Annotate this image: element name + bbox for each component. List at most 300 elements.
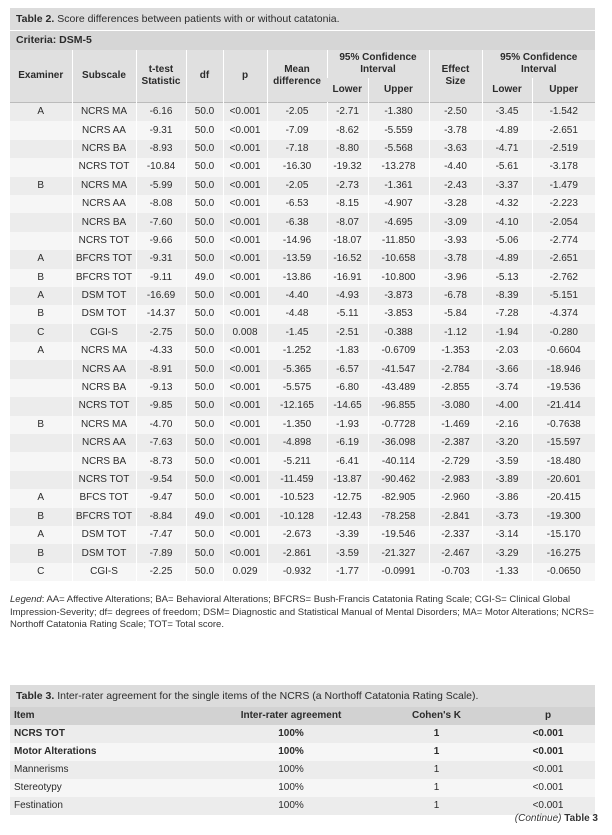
cell-df: 50.0 (186, 177, 223, 195)
cell-p: <0.001 (223, 489, 267, 507)
cell-examiner (10, 140, 72, 158)
cell-upper-1: -19.546 (368, 526, 429, 544)
col-p: p (223, 50, 267, 103)
cell-lower-1: -16.52 (327, 250, 368, 268)
col-ci-2: 95% Confidence Interval (482, 50, 595, 78)
col-p-value: p (501, 707, 595, 725)
cell-lower-2: -3.73 (482, 508, 532, 526)
table-row (10, 725, 595, 743)
cell-df: 50.0 (186, 526, 223, 544)
cell-item: Stereotypy (10, 779, 210, 797)
cell-examiner (10, 360, 72, 378)
cell-lower-2: -3.74 (482, 379, 532, 397)
cell-ttest: -16.69 (136, 287, 186, 305)
cell-df: 50.0 (186, 305, 223, 323)
cell-upper-1: -4.907 (368, 195, 429, 213)
cell-lower-1: -8.80 (327, 140, 368, 158)
cell-examiner: B (10, 269, 72, 287)
cell-df: 50.0 (186, 471, 223, 489)
cell-lower-1: -12.75 (327, 489, 368, 507)
cell-upper-1: -5.568 (368, 140, 429, 158)
cell-agreement: 100% (210, 779, 372, 797)
cell-effect-size: -6.78 (429, 287, 482, 305)
table-row (10, 305, 595, 323)
table-row (10, 195, 595, 213)
cell-effect-size: -3.28 (429, 195, 482, 213)
cell-examiner: C (10, 563, 72, 581)
cell-upper-1: -78.258 (368, 508, 429, 526)
cell-lower-2: -4.89 (482, 250, 532, 268)
cell-lower-1: -8.07 (327, 213, 368, 231)
cell-df: 50.0 (186, 434, 223, 452)
cell-subscale: NCRS MA (72, 416, 136, 434)
cell-df: 50.0 (186, 140, 223, 158)
cell-effect-size: -1.12 (429, 324, 482, 342)
cell-upper-1: -3.873 (368, 287, 429, 305)
cell-examiner (10, 471, 72, 489)
cell-lower-1: -6.19 (327, 434, 368, 452)
col-mean-difference: Mean difference (267, 50, 327, 103)
cell-p: 0.008 (223, 324, 267, 342)
table-row (10, 324, 595, 342)
cell-agreement: 100% (210, 743, 372, 761)
cell-subscale: DSM TOT (72, 526, 136, 544)
cell-upper-2: -1.542 (532, 103, 595, 122)
cell-effect-size: -2.387 (429, 434, 482, 452)
cell-lower-1: -3.59 (327, 544, 368, 562)
cell-upper-2: -19.536 (532, 379, 595, 397)
cell-mean-difference: -12.165 (267, 397, 327, 415)
cell-lower-1: -1.93 (327, 416, 368, 434)
cell-upper-1: -0.0991 (368, 563, 429, 581)
cell-p: <0.001 (501, 743, 595, 761)
cell-df: 50.0 (186, 324, 223, 342)
cell-subscale: DSM TOT (72, 305, 136, 323)
cell-ttest: -9.47 (136, 489, 186, 507)
cell-mean-difference: -7.09 (267, 121, 327, 139)
cell-df: 50.0 (186, 121, 223, 139)
cell-examiner (10, 452, 72, 470)
cell-examiner: B (10, 544, 72, 562)
cell-p: <0.001 (223, 434, 267, 452)
cell-mean-difference: -5.575 (267, 379, 327, 397)
table-row (10, 342, 595, 360)
cell-ttest: -9.11 (136, 269, 186, 287)
cell-p: <0.001 (223, 140, 267, 158)
cell-p: <0.001 (223, 103, 267, 122)
cell-ttest: -14.37 (136, 305, 186, 323)
cell-upper-1: -90.462 (368, 471, 429, 489)
cell-lower-2: -1.33 (482, 563, 532, 581)
cell-upper-2: -4.374 (532, 305, 595, 323)
cell-lower-2: -1.94 (482, 324, 532, 342)
cell-lower-2: -3.14 (482, 526, 532, 544)
cell-upper-2: -2.762 (532, 269, 595, 287)
cell-ttest: -9.54 (136, 471, 186, 489)
table-row (10, 743, 595, 761)
cell-lower-2: -4.71 (482, 140, 532, 158)
cell-subscale: CGI-S (72, 563, 136, 581)
cell-p: <0.001 (223, 416, 267, 434)
cell-lower-1: -13.87 (327, 471, 368, 489)
cell-examiner (10, 232, 72, 250)
cell-p: <0.001 (223, 232, 267, 250)
cell-lower-1: -1.83 (327, 342, 368, 360)
cell-upper-1: -11.850 (368, 232, 429, 250)
cell-mean-difference: -4.48 (267, 305, 327, 323)
table-row (10, 526, 595, 544)
cell-df: 50.0 (186, 195, 223, 213)
cell-lower-2: -3.89 (482, 471, 532, 489)
cell-lower-1: -6.80 (327, 379, 368, 397)
cell-mean-difference: -1.350 (267, 416, 327, 434)
cell-subscale: BFCRS TOT (72, 269, 136, 287)
cell-mean-difference: -6.53 (267, 195, 327, 213)
cell-p: <0.001 (223, 452, 267, 470)
cell-subscale: NCRS TOT (72, 158, 136, 176)
cell-item: NCRS TOT (10, 725, 210, 743)
cell-upper-2: -19.300 (532, 508, 595, 526)
cell-lower-1: -4.93 (327, 287, 368, 305)
cell-p: <0.001 (501, 725, 595, 743)
cell-upper-1: -36.098 (368, 434, 429, 452)
col-effect-size: Effect Size (429, 50, 482, 103)
cell-upper-2: -20.415 (532, 489, 595, 507)
cell-p: <0.001 (223, 177, 267, 195)
col-kappa: Cohen's K (372, 707, 501, 725)
cell-lower-2: -3.29 (482, 544, 532, 562)
cell-effect-size: -3.09 (429, 213, 482, 231)
table-row (10, 544, 595, 562)
cell-mean-difference: -5.211 (267, 452, 327, 470)
cell-lower-2: -4.89 (482, 121, 532, 139)
cell-upper-2: -0.0650 (532, 563, 595, 581)
table-row (10, 452, 595, 470)
cell-lower-2: -4.10 (482, 213, 532, 231)
cell-upper-2: -18.480 (532, 452, 595, 470)
cell-upper-1: -3.853 (368, 305, 429, 323)
cell-effect-size: -2.960 (429, 489, 482, 507)
cell-lower-1: -16.91 (327, 269, 368, 287)
cell-lower-2: -2.03 (482, 342, 532, 360)
col-lower-1: Lower (327, 78, 368, 103)
cell-kappa: 1 (372, 743, 501, 761)
cell-upper-1: -0.6709 (368, 342, 429, 360)
table-row (10, 563, 595, 581)
cell-df: 50.0 (186, 489, 223, 507)
cell-df: 49.0 (186, 269, 223, 287)
cell-lower-1: -14.65 (327, 397, 368, 415)
cell-df: 50.0 (186, 563, 223, 581)
cell-upper-2: -2.054 (532, 213, 595, 231)
table-row (10, 250, 595, 268)
cell-effect-size: -3.63 (429, 140, 482, 158)
cell-mean-difference: -7.18 (267, 140, 327, 158)
cell-upper-1: -5.559 (368, 121, 429, 139)
cell-effect-size: -2.729 (429, 452, 482, 470)
cell-effect-size: -3.78 (429, 121, 482, 139)
table-row (10, 489, 595, 507)
cell-upper-2: -2.519 (532, 140, 595, 158)
cell-lower-2: -3.45 (482, 103, 532, 122)
cell-p: <0.001 (223, 342, 267, 360)
cell-examiner: A (10, 287, 72, 305)
table-3-caption: Table 3. Inter-rater agreement for the single items of the NCRS (a Northoff Catatonia Rating Scale). (10, 685, 595, 707)
col-item: Item (10, 707, 210, 725)
col-df: df (186, 50, 223, 103)
cell-effect-size: -3.96 (429, 269, 482, 287)
cell-ttest: -7.89 (136, 544, 186, 562)
cell-effect-size: -4.40 (429, 158, 482, 176)
cell-lower-1: -6.41 (327, 452, 368, 470)
cell-upper-2: -0.7638 (532, 416, 595, 434)
cell-lower-2: -7.28 (482, 305, 532, 323)
cell-kappa: 1 (372, 779, 501, 797)
cell-subscale: NCRS MA (72, 342, 136, 360)
table-row (10, 269, 595, 287)
cell-examiner: C (10, 324, 72, 342)
cell-effect-size: -2.50 (429, 103, 482, 122)
table-row (10, 508, 595, 526)
cell-effect-size: -3.080 (429, 397, 482, 415)
cell-examiner: B (10, 177, 72, 195)
cell-p: 0.029 (223, 563, 267, 581)
cell-lower-2: -4.32 (482, 195, 532, 213)
cell-upper-2: -1.479 (532, 177, 595, 195)
table-row (10, 471, 595, 489)
cell-effect-size: -5.84 (429, 305, 482, 323)
cell-df: 50.0 (186, 213, 223, 231)
cell-p: <0.001 (223, 471, 267, 489)
cell-upper-1: -13.278 (368, 158, 429, 176)
cell-subscale: NCRS BA (72, 140, 136, 158)
cell-upper-2: -16.275 (532, 544, 595, 562)
cell-subscale: NCRS AA (72, 121, 136, 139)
cell-df: 50.0 (186, 452, 223, 470)
cell-lower-1: -8.15 (327, 195, 368, 213)
table-2-caption: Table 2. Score differences between patients with or without catatonia. (10, 8, 595, 30)
cell-item: Festination (10, 797, 210, 815)
cell-lower-1: -18.07 (327, 232, 368, 250)
cell-ttest: -7.47 (136, 526, 186, 544)
table-row (10, 121, 595, 139)
cell-agreement: 100% (210, 761, 372, 779)
cell-subscale: NCRS BA (72, 452, 136, 470)
cell-mean-difference: -13.86 (267, 269, 327, 287)
cell-agreement: 100% (210, 797, 372, 815)
cell-examiner (10, 397, 72, 415)
cell-ttest: -9.31 (136, 121, 186, 139)
cell-examiner: A (10, 342, 72, 360)
cell-effect-size: -3.78 (429, 250, 482, 268)
cell-mean-difference: -2.05 (267, 177, 327, 195)
cell-kappa: 1 (372, 725, 501, 743)
cell-ttest: -8.93 (136, 140, 186, 158)
cell-lower-1: -19.32 (327, 158, 368, 176)
table-row (10, 213, 595, 231)
cell-subscale: NCRS BA (72, 213, 136, 231)
col-ci-1: 95% Confidence Interval (327, 50, 429, 78)
cell-df: 50.0 (186, 232, 223, 250)
cell-lower-2: -5.61 (482, 158, 532, 176)
cell-p: <0.001 (223, 213, 267, 231)
col-ttest: t-test Statistic (136, 50, 186, 103)
cell-p: <0.001 (223, 544, 267, 562)
cell-mean-difference: -14.96 (267, 232, 327, 250)
cell-ttest: -9.13 (136, 379, 186, 397)
cell-upper-1: -96.855 (368, 397, 429, 415)
cell-effect-size: -2.784 (429, 360, 482, 378)
table-row (10, 434, 595, 452)
cell-examiner: B (10, 416, 72, 434)
table-row (10, 140, 595, 158)
score-differences-table (10, 50, 595, 581)
table-row (10, 779, 595, 797)
cell-upper-2: -3.178 (532, 158, 595, 176)
cell-mean-difference: -5.365 (267, 360, 327, 378)
cell-item: Mannerisms (10, 761, 210, 779)
cell-effect-size: -2.841 (429, 508, 482, 526)
cell-ttest: -5.99 (136, 177, 186, 195)
cell-mean-difference: -10.523 (267, 489, 327, 507)
cell-examiner (10, 158, 72, 176)
cell-df: 50.0 (186, 379, 223, 397)
cell-lower-2: -3.37 (482, 177, 532, 195)
cell-mean-difference: -2.05 (267, 103, 327, 122)
cell-mean-difference: -2.673 (267, 526, 327, 544)
cell-p: <0.001 (501, 797, 595, 815)
cell-effect-size: -2.855 (429, 379, 482, 397)
cell-upper-1: -10.658 (368, 250, 429, 268)
cell-lower-2: -5.13 (482, 269, 532, 287)
cell-mean-difference: -1.45 (267, 324, 327, 342)
cell-upper-1: -41.547 (368, 360, 429, 378)
cell-ttest: -9.66 (136, 232, 186, 250)
cell-subscale: NCRS MA (72, 103, 136, 122)
cell-ttest: -7.60 (136, 213, 186, 231)
cell-lower-1: -2.71 (327, 103, 368, 122)
cell-examiner (10, 379, 72, 397)
cell-p: <0.001 (223, 360, 267, 378)
cell-effect-size: -0.703 (429, 563, 482, 581)
cell-subscale: BFCS TOT (72, 489, 136, 507)
cell-upper-2: -15.597 (532, 434, 595, 452)
cell-examiner (10, 121, 72, 139)
cell-upper-2: -0.280 (532, 324, 595, 342)
cell-mean-difference: -4.898 (267, 434, 327, 452)
cell-upper-1: -10.800 (368, 269, 429, 287)
cell-mean-difference: -13.59 (267, 250, 327, 268)
cell-examiner: A (10, 250, 72, 268)
cell-agreement: 100% (210, 725, 372, 743)
cell-subscale: NCRS TOT (72, 232, 136, 250)
cell-p: <0.001 (223, 379, 267, 397)
cell-lower-1: -2.51 (327, 324, 368, 342)
cell-df: 50.0 (186, 360, 223, 378)
cell-examiner: B (10, 305, 72, 323)
cell-p: <0.001 (223, 121, 267, 139)
cell-subscale: CGI-S (72, 324, 136, 342)
cell-upper-1: -1.361 (368, 177, 429, 195)
cell-lower-2: -3.20 (482, 434, 532, 452)
cell-upper-2: -2.774 (532, 232, 595, 250)
cell-df: 50.0 (186, 250, 223, 268)
cell-lower-2: -3.86 (482, 489, 532, 507)
cell-mean-difference: -6.38 (267, 213, 327, 231)
cell-lower-1: -8.62 (327, 121, 368, 139)
col-upper-1: Upper (368, 78, 429, 103)
table-row (10, 761, 595, 779)
cell-subscale: NCRS TOT (72, 397, 136, 415)
cell-ttest: -2.25 (136, 563, 186, 581)
cell-lower-1: -12.43 (327, 508, 368, 526)
cell-ttest: -4.70 (136, 416, 186, 434)
cell-upper-1: -82.905 (368, 489, 429, 507)
cell-p: <0.001 (223, 158, 267, 176)
cell-upper-2: -2.651 (532, 121, 595, 139)
cell-ttest: -7.63 (136, 434, 186, 452)
cell-subscale: NCRS AA (72, 434, 136, 452)
cell-mean-difference: -10.128 (267, 508, 327, 526)
col-lower-2: Lower (482, 78, 532, 103)
cell-mean-difference: -11.459 (267, 471, 327, 489)
cell-lower-2: -3.59 (482, 452, 532, 470)
cell-effect-size: -2.43 (429, 177, 482, 195)
cell-lower-1: -5.11 (327, 305, 368, 323)
cell-lower-1: -1.77 (327, 563, 368, 581)
cell-df: 50.0 (186, 397, 223, 415)
cell-df: 50.0 (186, 544, 223, 562)
table-2 (10, 8, 595, 581)
cell-subscale: NCRS TOT (72, 471, 136, 489)
cell-upper-1: -0.7728 (368, 416, 429, 434)
cell-ttest: -8.08 (136, 195, 186, 213)
cell-lower-2: -5.06 (482, 232, 532, 250)
cell-kappa: 1 (372, 761, 501, 779)
cell-lower-2: -8.39 (482, 287, 532, 305)
table-row (10, 158, 595, 176)
cell-examiner: A (10, 103, 72, 122)
cell-effect-size: -1.469 (429, 416, 482, 434)
cell-subscale: NCRS BA (72, 379, 136, 397)
cell-df: 50.0 (186, 287, 223, 305)
table-row (10, 360, 595, 378)
cell-p: <0.001 (223, 287, 267, 305)
cell-ttest: -9.31 (136, 250, 186, 268)
cell-ttest: -8.73 (136, 452, 186, 470)
cell-df: 50.0 (186, 342, 223, 360)
cell-examiner (10, 213, 72, 231)
continue-note: (Continue) Table 3 (514, 813, 598, 824)
cell-lower-1: -6.57 (327, 360, 368, 378)
table-row (10, 177, 595, 195)
col-agreement: Inter-rater agreement (210, 707, 372, 725)
cell-p: <0.001 (223, 250, 267, 268)
table-2-body (10, 103, 595, 582)
cell-examiner: A (10, 526, 72, 544)
cell-item: Motor Alterations (10, 743, 210, 761)
cell-df: 50.0 (186, 416, 223, 434)
col-subscale: Subscale (72, 50, 136, 103)
cell-lower-1: -3.39 (327, 526, 368, 544)
cell-ttest: -9.85 (136, 397, 186, 415)
cell-lower-2: -2.16 (482, 416, 532, 434)
cell-p: <0.001 (223, 526, 267, 544)
cell-subscale: DSM TOT (72, 287, 136, 305)
cell-examiner: A (10, 489, 72, 507)
cell-lower-1: -2.73 (327, 177, 368, 195)
criteria-label: Criteria: DSM-5 (10, 30, 595, 50)
